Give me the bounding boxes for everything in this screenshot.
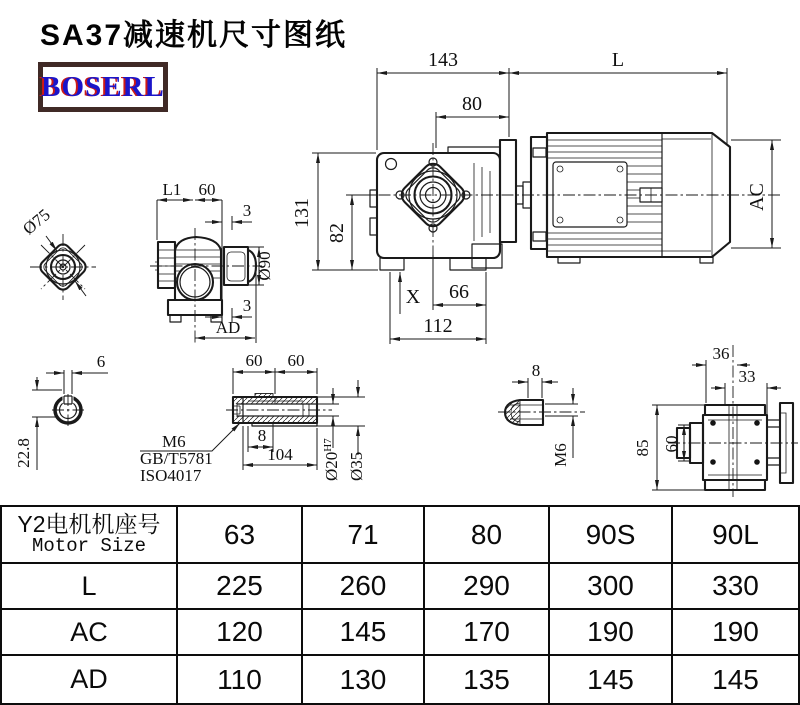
table-cell: 145 bbox=[712, 663, 759, 695]
table-cell: 145 bbox=[303, 610, 425, 656]
dim-66: 66 bbox=[449, 281, 469, 303]
motor-frame-panel bbox=[553, 162, 627, 227]
motor-stub-inner bbox=[227, 252, 245, 281]
table-column-header: 71 bbox=[303, 507, 425, 564]
dim-d20-value: Ø20 bbox=[322, 451, 341, 481]
dim-AC: AC bbox=[746, 183, 768, 211]
dim-33: 33 bbox=[738, 367, 756, 386]
page-title: SA37减速机尺寸图纸 bbox=[40, 19, 348, 52]
side-flange-connectors bbox=[767, 420, 780, 465]
d75-leader-upper bbox=[46, 236, 57, 251]
m6-leader bbox=[140, 423, 240, 451]
shaft-end-section bbox=[14, 352, 108, 470]
side-ribs bbox=[708, 405, 762, 490]
dim-60b: 60 bbox=[287, 351, 305, 370]
main-view bbox=[291, 49, 782, 344]
side-bolt bbox=[710, 420, 716, 426]
dim-d20 bbox=[322, 438, 341, 481]
table-cell: 135 bbox=[425, 656, 550, 703]
table-header-motor-size bbox=[2, 507, 178, 564]
table-row-label: L bbox=[2, 564, 178, 610]
dim-112: 112 bbox=[423, 315, 453, 337]
dim-85: 85 bbox=[633, 439, 652, 457]
dim-131: 131 bbox=[291, 198, 313, 228]
table-row-label: AD bbox=[2, 656, 178, 703]
key-ext-lines bbox=[528, 378, 578, 416]
dim-60: 60 bbox=[662, 435, 681, 453]
dim-L: L bbox=[611, 49, 625, 71]
side-bolt bbox=[754, 420, 760, 426]
brand-logo-text: BOSERL bbox=[41, 70, 165, 103]
table-cell: 330 bbox=[673, 564, 798, 610]
table-cell: 145 bbox=[550, 656, 673, 703]
gearbox-body bbox=[377, 153, 500, 258]
side-view bbox=[633, 344, 798, 497]
d75-leader-lower bbox=[75, 281, 86, 296]
dim-60: 60 bbox=[198, 180, 216, 199]
table-cell: 190 bbox=[673, 610, 798, 656]
motor-flange-bolt-top bbox=[533, 148, 546, 157]
dim-228: 22.8 bbox=[14, 438, 33, 468]
label-gb-standard: GB/T5781 bbox=[140, 449, 213, 468]
dim-104: 104 bbox=[267, 445, 293, 464]
dim-L1: L1 bbox=[162, 180, 182, 199]
dimension-table bbox=[0, 505, 800, 705]
dim-AD: AD bbox=[215, 318, 241, 337]
table-cell: 260 bbox=[303, 564, 425, 610]
label-iso-standard: ISO4017 bbox=[140, 466, 202, 485]
side-centerlines bbox=[668, 345, 798, 497]
flange-face-view bbox=[19, 205, 96, 300]
side-flange-top bbox=[705, 405, 765, 415]
housing-bolt-hole bbox=[386, 159, 397, 170]
dim-d75: Ø75 bbox=[19, 205, 54, 239]
top-view bbox=[150, 180, 274, 343]
bell-cone-lines bbox=[474, 163, 490, 241]
table-column-header: 63 bbox=[178, 507, 303, 564]
dim-key-m6: M6 bbox=[551, 443, 570, 467]
gearbox-foot-left bbox=[380, 258, 404, 270]
table-header-cn: Y2电机机座号 bbox=[17, 511, 161, 538]
shaft-centerlines bbox=[52, 394, 84, 426]
table-cell: 290 bbox=[425, 564, 550, 610]
dim-6: 6 bbox=[96, 352, 106, 371]
label-m6: M6 bbox=[162, 432, 186, 451]
dim-82: 82 bbox=[326, 223, 348, 243]
dim-key-8: 8 bbox=[531, 361, 541, 380]
table-cell: 110 bbox=[178, 656, 303, 703]
side-flange-bottom bbox=[705, 480, 765, 490]
table-cell: 190 bbox=[550, 610, 673, 656]
table-header-en: Motor Size bbox=[31, 534, 147, 557]
table-column-header: 90L bbox=[673, 507, 798, 564]
hollow-shaft-section bbox=[140, 351, 366, 485]
bell-flange-plate bbox=[500, 140, 516, 242]
dim-3a: 3 bbox=[242, 201, 252, 220]
table-column-header: 80 bbox=[425, 507, 550, 564]
dim-80: 80 bbox=[462, 93, 482, 115]
table-cell: 130 bbox=[303, 656, 425, 703]
dim-d35: Ø35 bbox=[347, 451, 366, 481]
table-cell: 225 bbox=[178, 564, 303, 610]
side-bolt bbox=[754, 459, 760, 465]
dim-143: 143 bbox=[428, 49, 458, 71]
flange-centerlines bbox=[30, 234, 96, 300]
dim-d20-tolerance: H7 bbox=[322, 438, 334, 452]
key-detail bbox=[498, 361, 585, 467]
dim-3b: 3 bbox=[242, 296, 252, 315]
dim-d90: Ø90 bbox=[255, 251, 274, 281]
side-bolt bbox=[710, 459, 716, 465]
dim-X: X bbox=[405, 286, 421, 308]
dim-36: 36 bbox=[712, 344, 730, 363]
table-cell: 120 bbox=[178, 610, 303, 656]
table-cell: 170 bbox=[425, 610, 550, 656]
table-row-label: AC bbox=[2, 610, 178, 656]
table-cell: 300 bbox=[550, 564, 673, 610]
motor-flange-bolt-bottom bbox=[533, 232, 546, 241]
dim-60a: 60 bbox=[245, 351, 263, 370]
dim-8: 8 bbox=[257, 426, 267, 445]
table-column-header: 90S bbox=[550, 507, 673, 564]
